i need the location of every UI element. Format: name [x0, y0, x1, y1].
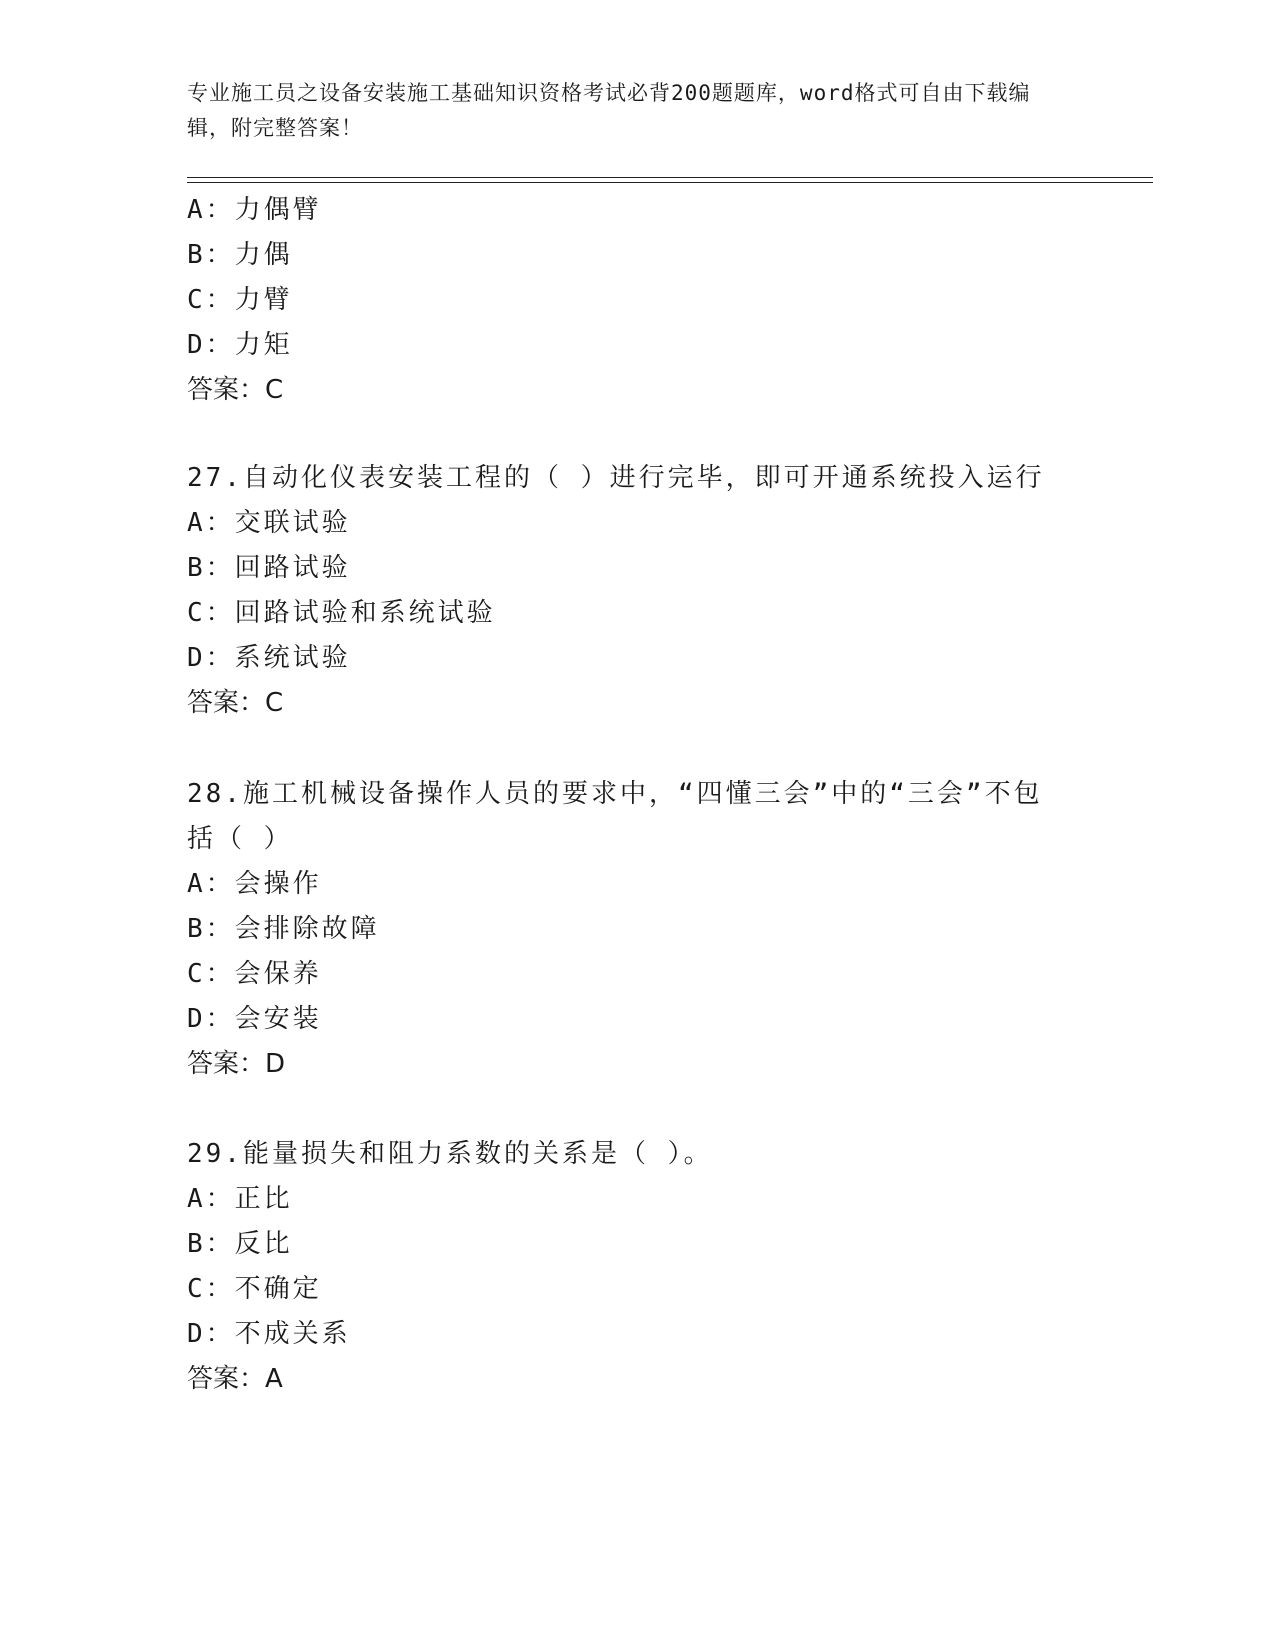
q29-question: 29.能量损失和阻力系数的关系是（ ）。 [187, 1139, 713, 1169]
q27-question: 27.自动化仪表安装工程的（ ）进行完毕，即可开通系统投入运行 [187, 463, 1045, 493]
q29-option-c: C：不确定 [187, 1274, 322, 1304]
q28-option-b: B：会排除故障 [187, 914, 380, 944]
header-divider-bottom [187, 182, 1153, 183]
q27-answer: 答案：C [187, 688, 284, 718]
header-divider-top [187, 177, 1153, 178]
q27-option-c: C：回路试验和系统试验 [187, 598, 496, 628]
q26-option-a: A：力偶臂 [187, 195, 322, 225]
q27-option-a: A：交联试验 [187, 508, 351, 538]
q28-option-c: C：会保养 [187, 959, 322, 989]
q26-option-d: D：力矩 [187, 330, 293, 360]
q29-option-d: D：不成关系 [187, 1319, 351, 1349]
q26-option-c: C：力臂 [187, 285, 293, 315]
q27-option-d: D：系统试验 [187, 643, 351, 673]
q28-answer: 答案：D [187, 1049, 286, 1079]
q27-option-b: B：回路试验 [187, 553, 351, 583]
q28-option-d: D：会安装 [187, 1004, 322, 1034]
document-header: 专业施工员之设备安装施工基础知识资格考试必背200题题库，word格式可自由下载编辑，附完整答案！ [187, 81, 1031, 140]
q29-answer: 答案：A [187, 1364, 283, 1394]
q26-answer: 答案：C [187, 375, 284, 405]
q26-option-b: B：力偶 [187, 240, 293, 270]
q29-option-a: A：正比 [187, 1184, 293, 1214]
q29-option-b: B：反比 [187, 1229, 293, 1259]
q28-question-line1: 28.施工机械设备操作人员的要求中，“四懂三会”中的“三会”不包 [187, 779, 1043, 809]
q28-question-line2: 括（ ） [187, 824, 293, 854]
q28-option-a: A：会操作 [187, 869, 322, 899]
